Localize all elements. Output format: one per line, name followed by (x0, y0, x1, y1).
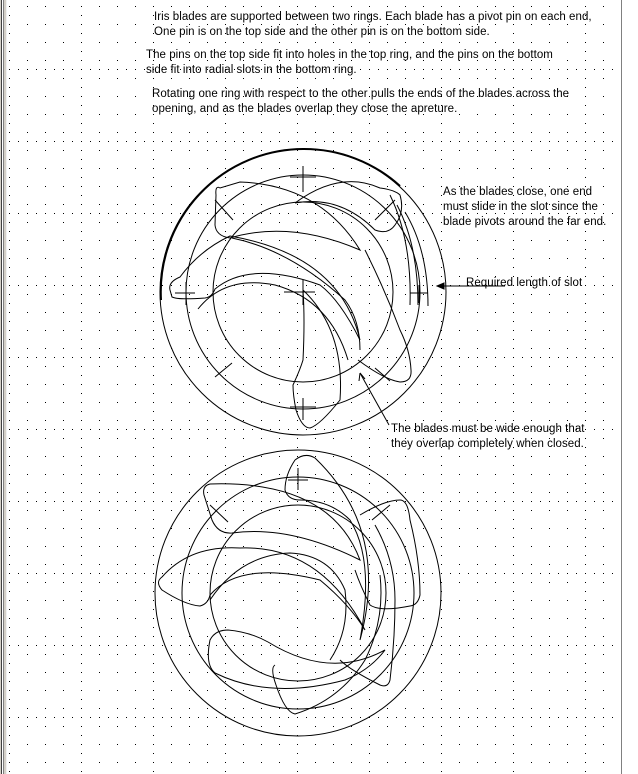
rotate-text-line-1: Rotating one ring with respect to the other pulls the ends of the blades across the (152, 88, 570, 100)
pin-mark-lower-left (215, 363, 232, 377)
center-crosshair (284, 280, 315, 305)
blade-bottom (273, 575, 381, 714)
pins-text-line-2: side fit into radial slots in the bottom ring. (146, 64, 357, 76)
pins-text-line-1: The pins on the top side fit into holes in the top ring, and the pins on the bottom (146, 49, 553, 61)
iris-closed-figure (155, 450, 441, 736)
iris-open-figure (160, 149, 446, 435)
overlap-pointer-line (360, 373, 389, 425)
rotate-text-line-2: opening, and as the blades overlap they close the apreture. (152, 103, 458, 115)
blade-lower-right (358, 250, 411, 382)
blade-upper-right (295, 182, 402, 232)
slide-annotation-line-1: As the blades close, one end (443, 186, 593, 198)
pin-mark-lower-right (375, 368, 390, 381)
inner-ring (210, 505, 386, 681)
pin-mark-top (288, 468, 308, 490)
slide-annotation-line-3: blade pivots around the far end. (443, 216, 607, 228)
blade-left (159, 548, 366, 630)
intro-text-line-1: Iris blades are supported between two rings. Each blade has a pivot pin on each end, (154, 11, 592, 23)
blade-arc-inner (232, 238, 360, 350)
pin-mark-upper-right (375, 200, 395, 220)
slot-arrow-head (437, 283, 444, 289)
blade-center-sweep (198, 283, 348, 360)
overlap-annotation-line-2: they overlap completely when closed. (391, 438, 584, 450)
blade-top-left (204, 484, 360, 560)
blade-upper-left (215, 182, 360, 250)
slot-length-annotation: Required length of slot (466, 277, 583, 289)
blade-lower-right (340, 525, 395, 686)
slide-annotation-line-2: must slide in the slot since the (443, 201, 599, 213)
slot-arrow (437, 283, 505, 289)
overlap-annotation-line-1: The blades must be wide enough that (391, 423, 585, 435)
intro-text-line-2: One pin is on the top side and the other pin is on the bottom side. (154, 26, 490, 38)
outer-ring (155, 450, 441, 736)
blade-inner-sweep (210, 553, 346, 660)
pin-mark-left (175, 282, 195, 305)
pin-mark-upper-left (215, 200, 233, 220)
pin-mark-top (290, 166, 316, 192)
blade-lower-left (208, 630, 385, 689)
outer-ring-bold-arc (161, 149, 400, 300)
slot-length-marker (410, 285, 428, 303)
